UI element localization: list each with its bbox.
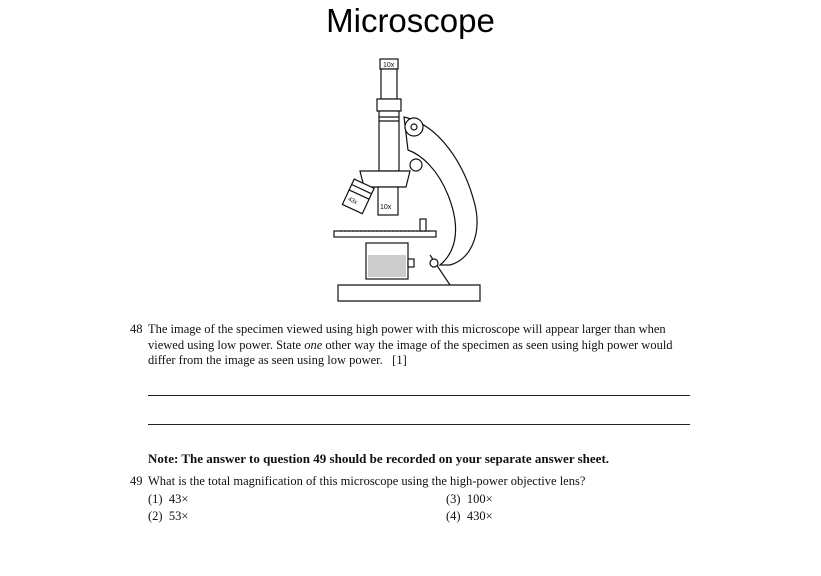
eyepiece-label: 10x [383, 62, 395, 69]
coarse-adjust-knob [405, 118, 423, 136]
arm [404, 117, 477, 265]
fine-adjust-knob [410, 159, 422, 171]
option-1: (1) 43× [148, 492, 189, 506]
option-4: (4) 430× [446, 509, 493, 523]
microscope-diagram [330, 55, 490, 305]
objective-label: 10x [380, 204, 392, 211]
page-title: Microscope [326, 2, 495, 39]
body-tube [379, 111, 399, 171]
base [338, 285, 480, 301]
question-number: 49 [130, 474, 143, 488]
stage [334, 231, 436, 237]
answer-line [148, 424, 690, 425]
note-text: Note: The answer to question 49 should be recorded on your separate answer sheet. [148, 451, 610, 466]
question-49: What is the total magnification of this microscope using the high-power objective lens? [148, 474, 586, 488]
question-48: The image of the specimen viewed using high power with this microscope will appear larger than when viewed using low power. State one other way the image of the specimen as seen using high power would differ from the image as seen using low power. [1] [148, 322, 673, 367]
stage-clip [420, 219, 426, 231]
question-number: 48 [130, 322, 143, 336]
points-label: [1] [392, 353, 407, 367]
answer-line [148, 395, 690, 396]
option-3: (3) 100× [446, 492, 493, 506]
option-2: (2) 53× [148, 509, 189, 523]
svg-text:43x: 43x [346, 196, 359, 207]
